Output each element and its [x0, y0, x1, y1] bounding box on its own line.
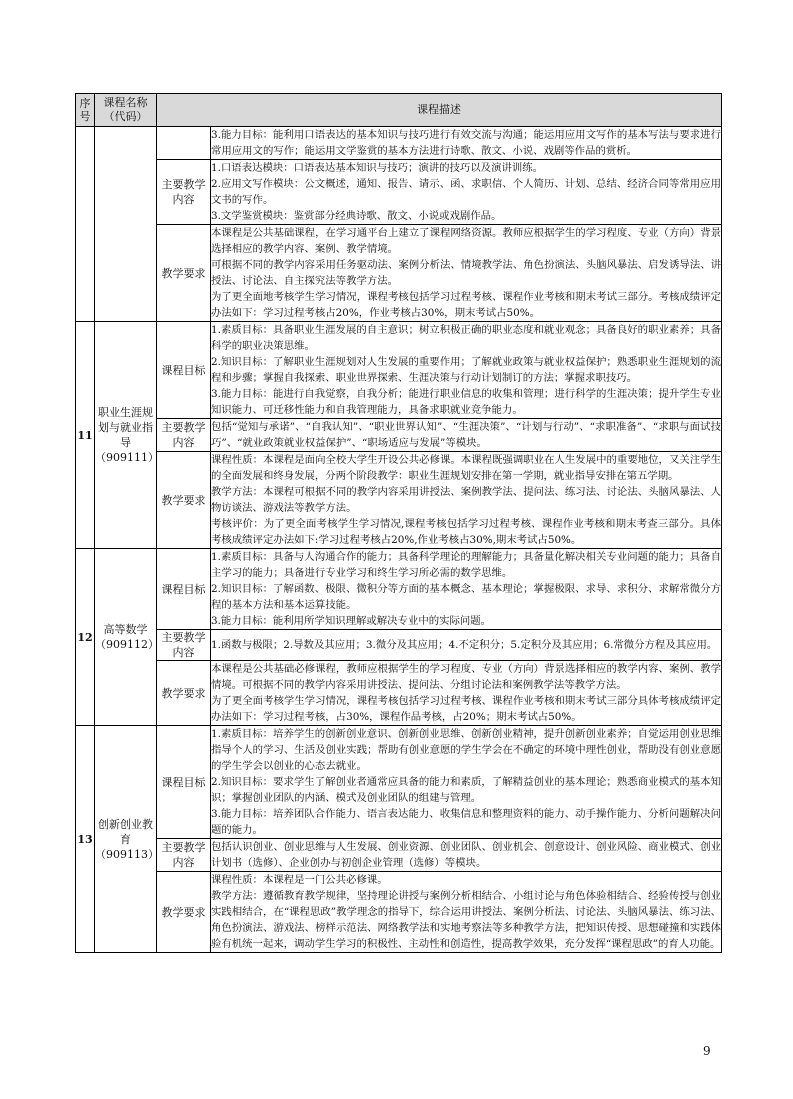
- continuation-content-desc: [211, 160, 722, 225]
- table-row: [76, 452, 722, 549]
- course-content-desc: [211, 419, 722, 452]
- description-line: 本课程是公共基础课程，在学习通平台上建立了课程网络资源。教师应根据学生的学习程度、专业（方向）背景选择相应的教学内容、案例、教学情境。: [211, 227, 721, 255]
- course-req-desc: [211, 872, 722, 953]
- course-content-label: 主要教学内容: [157, 419, 211, 452]
- continuation-goal-label: [157, 127, 211, 160]
- table-row: [76, 661, 722, 726]
- page-number: 9: [703, 1044, 711, 1058]
- course-goal-desc: [211, 726, 722, 839]
- description-line: 1.口语表达模块：口语表达基本知识与技巧；演讲的技巧以及演讲训练。: [211, 162, 544, 174]
- table-row: [76, 160, 722, 225]
- description-line: 1.素质目标：具备与人沟通合作的能力；具备科学理论的理解能力；具备量化解决相关专业问题的能力；具备自主学习的能力；具备进行专业学习和终生学习所必需的数学思维。: [211, 551, 721, 579]
- description-line: 教学方法：遵循教育教学规律，坚持理论讲授与案例分析相结合、小组讨论与角色体验相结合、经验传授与创业实践相结合，在“课程思政”教学理念的指导下，综合运用讲授法、案例分析法、讨论法、头脑风暴法、练习法、角色扮演法、游戏法、榜样示范法、网络教学法和实地考察法等多种教学方法，把知识传授、思想碰撞和实践体验有机统一起来，调动学生学习的积极性、主动性和创造性，提高教学效果，充分发挥“课程思政”的育人功能。: [211, 890, 721, 950]
- continuation-goal-desc: [211, 127, 722, 160]
- course-req-label: 教学要求: [157, 661, 211, 726]
- header-seq: 序号: [76, 94, 95, 127]
- course-req-label: 教学要求: [157, 872, 211, 953]
- continuation-num-cell: [76, 127, 95, 322]
- description-line: 考核评价：为了更全面考核学生学习情况,课程考核包括学习过程考核、课程作业考核和期末考查三部分。具体考核成绩评定办法如下:学习过程考核占20%,作业考核占30%,期末考试占50%。: [211, 518, 721, 546]
- description-line: 可根据不同的教学内容采用任务驱动法、案例分析法、情境教学法、角色扮演法、头脑风暴法、启发诱导法、讲授法、讨论法、自主探究法等教学方法。: [211, 259, 721, 287]
- continuation-name-cell: [95, 127, 157, 322]
- table-row: [76, 839, 722, 872]
- description-line: 包括认识创业、创业思维与人生发展、创业资源、创业团队、创业机会、创意设计、创业风险、商业模式、创业计划书（选修）、企业创办与初创企业管理（选修）等模块。: [211, 841, 721, 869]
- course-req-label: 教学要求: [157, 452, 211, 549]
- table-row: [76, 127, 722, 160]
- continuation-req-desc: [211, 225, 722, 322]
- description-line: 本课程是公共基础必修课程，教师应根据学生的学习程度、专业（方向）背景选择相应的教学内容、案例、教学情境。可根据不同的教学内容采用讲授法、提问法、分组讨论法和案例教学法等教学方法。: [211, 663, 721, 691]
- course-number: 11: [76, 322, 95, 549]
- table-row: [76, 726, 722, 839]
- course-content-desc: [211, 839, 722, 872]
- description-line: 3.能力目标：培养团队合作能力、语言表达能力、收集信息和整理资料的能力、动手操作能力、分析问题解决问题的能力。: [211, 808, 721, 836]
- table-header-row: [76, 94, 722, 127]
- description-line: 3.文学鉴赏模块：鉴赏部分经典诗歌、散文、小说或戏剧作品。: [211, 210, 502, 222]
- description-line: 2.知识目标：了解函数、极限、微积分等方面的基本概念、基本理论；掌握极限、求导、求积分、求解常微分方程的基本方法和基本运算技能。: [211, 583, 721, 611]
- description-line: 教学方法：本课程可根据不同的教学内容采用讲授法、案例教学法、提问法、练习法、讨论法、头脑风暴法、人物访谈法、游戏法等教学方法。: [211, 486, 721, 514]
- course-goal-desc: [211, 549, 722, 630]
- table-row: [76, 872, 722, 953]
- course-content-desc: [211, 630, 722, 661]
- table-row: [76, 630, 722, 661]
- description-line: 1.素质目标：培养学生的创新创业意识、创新创业思维、创新创业精神，提升创新创业素养；自觉运用创业思维指导个人的学习、生活及创业实践；帮助有创业意愿的学生学会在不确定的环境中理性创业，帮助没有创业意愿的学生学会以创业的心态去就业。: [211, 728, 721, 772]
- description-line: 为了更全面地考核学生学习情况，课程考核包括学习过程考核、课程作业考核和期末考试三部分。考核成绩评定办法如下：学习过程考核占20%，作业考核占30%，期末考试占50%。: [211, 291, 721, 319]
- description-line: 课程性质：本课程是一门公共必修课。: [211, 874, 388, 886]
- header-course-description: 课程描述: [157, 94, 722, 127]
- course-name: 创新创业教育（909113）: [95, 726, 157, 953]
- description-line: 1.素质目标：具备职业生涯发展的自主意识；树立积极正确的职业态度和就业观念；具备良好的职业素养；具备科学的职业决策思维。: [211, 324, 721, 352]
- description-line: 为了更全面考核学生学习情况，课程考核包括学习过程考核、课程作业考核和期末考试三部分具体考核成绩评定办法如下：学习过程考核，占30%，课程作品考核，占20%；期末考试占50%。: [211, 695, 721, 723]
- course-number: 12: [76, 549, 95, 726]
- header-course-name: 课程名称（代码）: [95, 94, 157, 127]
- description-line: 2.应用文写作模块：公文概述，通知、报告、请示、函、求职信、个人简历、计划、总结、经济合同等常用应用文书的写作。: [211, 178, 721, 206]
- course-name: 高等数学（909112）: [95, 549, 157, 726]
- table-row: [76, 322, 722, 419]
- description-line: 2.知识目标：要求学生了解创业者通常应具备的能力和素质，了解精益创业的基本理论；熟悉商业模式的基本知识；掌握创业团队的内涵、模式及创业团队的组建与管理。: [211, 776, 721, 804]
- course-content-label: 主要教学内容: [157, 630, 211, 661]
- description-line: 包括“觉知与承诺”、“自我认知”、“职业世界认知”、“生涯决策”、“计划与行动”、“求职准备”、“求职与面试技巧”、“就业政策就业权益保护”、“职场适应与发展”等模块。: [211, 421, 721, 449]
- table-row: [76, 419, 722, 452]
- table-row: [76, 225, 722, 322]
- course-description-table: [75, 93, 722, 953]
- course-req-desc: [211, 661, 722, 726]
- description-line: 2.知识目标：了解职业生涯规划对人生发展的重要作用；了解就业政策与就业权益保护；熟悉职业生涯规划的流程和步骤；掌握自我探索、职业世界探索、生涯决策与行动计划制订的方法；掌握求职技巧。: [211, 356, 721, 384]
- course-content-label: 主要教学内容: [157, 839, 211, 872]
- description-line: 1.函数与极限；2.导数及其应用；3.微分及其应用；4.不定积分；5.定积分及其应用；6.常微分方程及其应用。: [211, 639, 718, 651]
- course-goal-label: 课程目标: [157, 726, 211, 839]
- course-goal-label: 课程目标: [157, 549, 211, 630]
- description-line: 3.能力目标：能利用所学知识理解或解决专业中的实际问题。: [211, 615, 492, 627]
- table-row: [76, 549, 722, 630]
- description-line: 3.能力目标：能利用口语表达的基本知识与技巧进行有效交流与沟通；能运用应用文写作的基本写法与要求进行常用应用文的写作；能运用文学鉴赏的基本方法进行诗歌、散文、小说、戏剧等作品的赏析。: [211, 129, 721, 157]
- course-req-desc: [211, 452, 722, 549]
- course-goal-label: 课程目标: [157, 322, 211, 419]
- continuation-req-label: 教学要求: [157, 225, 211, 322]
- course-number: 13: [76, 726, 95, 953]
- course-name: 职业生涯规划与就业指导（909111）: [95, 322, 157, 549]
- description-line: 课程性质：本课程是面向全校大学生开设公共必修课。本课程既强调职业在人生发展中的重要地位，又关注学生的全面发展和终身发展，分两个阶段教学：职业生涯规划安排在第一学期，就业指导安排在第五学期。: [211, 454, 721, 482]
- description-line: 3.能力目标：能进行自我觉察，自我分析；能进行职业信息的收集和管理；进行科学的生涯决策；提升学生专业知识能力、可迁移性能力和自我管理能力，具备求职就业竞争能力。: [211, 388, 721, 416]
- course-goal-desc: [211, 322, 722, 419]
- continuation-content-label: 主要教学内容: [157, 160, 211, 225]
